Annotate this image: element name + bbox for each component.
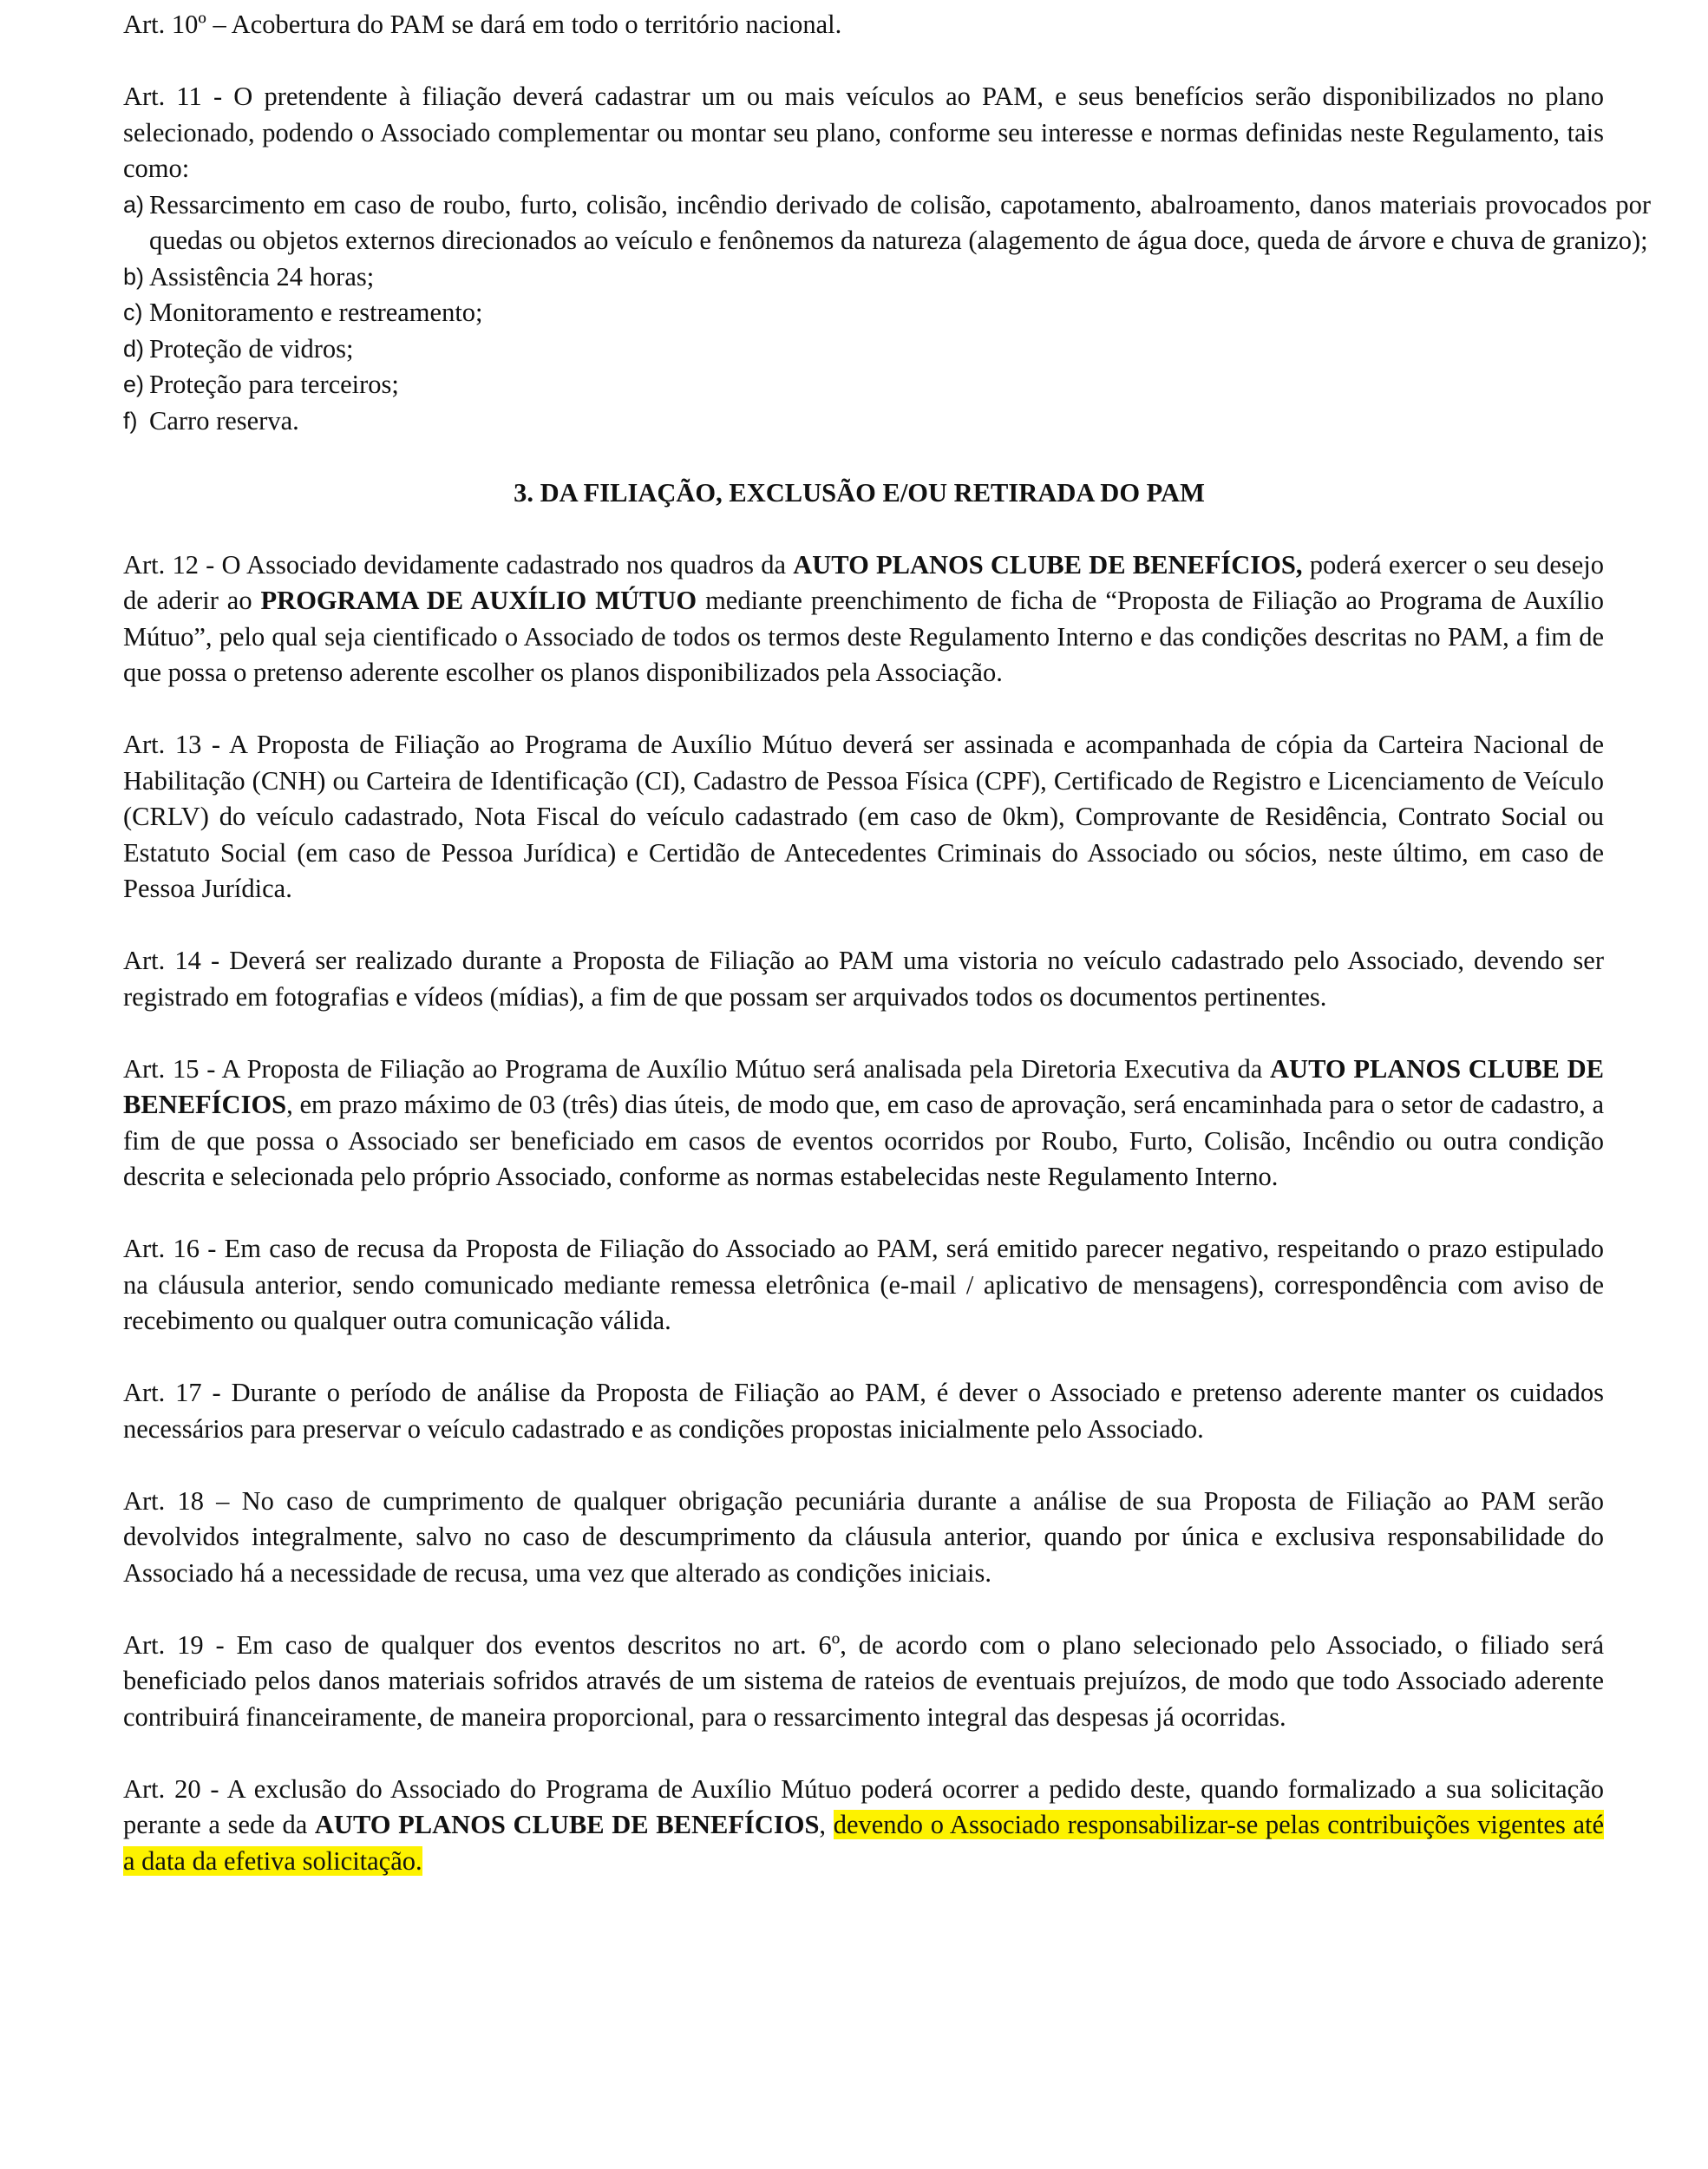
list-item (123, 403, 1604, 440)
list-item-text: Carro reserva. (149, 405, 299, 436)
art-20-text: , (819, 1810, 834, 1839)
art-13: Art. 13 - A Proposta de Filiação ao Programa de Auxílio Mútuo deverá ser assinada e acompanhada de cópia da Carteira Nacional de Habilitação (CNH) ou Carteira de Identificação (CI), Cadastro de Pessoa Física (CPF), Certificado de Registro e Licenciamento de Veículo (CRLV) do veículo cadastrado, Nota Fiscal do veículo cadastrado (em caso de 0km), Comprovante de Residência, Contrato Social ou Estatuto Social (em caso de Pessoa Jurídica) e Certidão de Antecedentes Criminais do Associado ou sócios, neste último, em caso de Pessoa Jurídica. (123, 730, 1604, 903)
art-18: Art. 18 – No caso de cumprimento de qualquer obrigação pecuniária durante a análise de sua Proposta de Filiação ao PAM serão devolvidos integralmente, salvo no caso de descumprimento da cláusula anterior, quando por única e exclusiva responsabilidade do Associado há a necessidade de recusa, uma vez que alterado as condições iniciais. (123, 1485, 1604, 1588)
list-item-text: Proteção para terceiros; (149, 370, 399, 399)
section-heading: 3. DA FILIAÇÃO, EXCLUSÃO E/OU RETIRADA DO PAM (514, 477, 1205, 508)
list-item-text: Ressarcimento em caso de roubo, furto, colisão, incêndio derivado de colisão, capotamento, abalroamento, danos materiais provocados por quedas ou objetos externos direcionados ao veículo e fenônemos da natureza (alagemento de água doce, queda de árvore e chuva de granizo); (149, 189, 1651, 255)
art-20-bold-org: AUTO PLANOS CLUBE DE BENEFÍCIOS (314, 1810, 820, 1839)
art-15-bold-org: AUTO PLANOS CLUBE DE BENEFÍCIOS (123, 1053, 1605, 1119)
list-item-letter: b) (123, 263, 145, 290)
art-11-list (123, 187, 1651, 440)
art-12-text: Art. 12 - O Associado devidamente cadastrado nos quadros da (123, 549, 794, 580)
art-15-text: , em prazo máximo de 03 (três) dias úteis, de modo que, em caso de aprovação, será encaminhada para o setor de cadastro, a fim de que possa o Associado ser beneficiado em casos de eventos ocorridos por Roubo, Furto, Colisão, Incêndio ou outra condição descrita e selecionada pelo próprio Associado, conforme as normas estabelecidas neste Regulamento Interno. (123, 1090, 1604, 1191)
highlighted-text: devendo o Associado responsabilizar-se pelas contribuições vigentes até a data da efetiva solicitação. (123, 1810, 1605, 1876)
art-15 (123, 1052, 1604, 1196)
art-20 (123, 1772, 1604, 1880)
list-item (123, 259, 1604, 296)
art-15-text: Art. 15 - A Proposta de Filiação ao Programa de Auxílio Mútuo será analisada pela Diretoria Executiva da (123, 1053, 1271, 1084)
art-12-text: poderá exercer o seu desejo de aderir ao (123, 549, 1604, 615)
art-16: Art. 16 - Em caso de recusa da Proposta de Filiação do Associado ao PAM, será emitido parecer negativo, respeitando o prazo estipulado na cláusula anterior, sendo comunicado mediante remessa eletrônica (e-mail / aplicativo de mensagens), correspondência com aviso de recebimento ou qualquer outra comunicação válida. (123, 1234, 1604, 1335)
art-20-text: Art. 20 - A exclusão do Associado do Programa de Auxílio Mútuo poderá ocorrer a pedido deste, quando formalizado a sua solicitação perante a sede da (123, 1773, 1604, 1839)
art-12-text: mediante preenchimento de ficha de “Proposta de Filiação ao Programa de Auxílio Mútuo”, pelo qual seja cientificado o Associado de todos os termos deste Regulamento Interno e das condições descritas no PAM, a fim de que possa o pretenso aderente escolher os planos disponibilizados pela Associação. (123, 586, 1605, 687)
art-12 (123, 547, 1604, 691)
list-item-letter: c) (123, 299, 143, 325)
list-item-letter: e) (123, 371, 145, 397)
art-14: Art. 14 - Deverá ser realizado durante a Proposta de Filiação ao PAM uma vistoria no veículo cadastrado pelo Associado, devendo ser registrado em fotografias e vídeos (mídias), a fim de que possam ser arquivados todos os documentos pertinentes. (123, 946, 1604, 1012)
list-item-text: Proteção de vidros; (149, 333, 354, 364)
list-item (123, 295, 1604, 331)
list-item-letter: f) (123, 407, 138, 434)
art-10: Art. 10º – Acobertura do PAM se dará em todo o território nacional. (123, 10, 842, 39)
list-item-letter: a) (123, 191, 145, 218)
list-item (123, 331, 1604, 368)
art-12-bold-org: AUTO PLANOS CLUBE DE BENEFÍCIOS, (793, 549, 1303, 580)
art-17: Art. 17 - Durante o período de análise da Proposta de Filiação ao PAM, é dever o Associado e pretenso aderente manter os cuidados necessários para preservar o veículo cadastrado e as condições propostas inicialmente pelo Associado. (123, 1378, 1604, 1444)
art-11-intro: Art. 11 - O pretendente à filiação deverá cadastrar um ou mais veículos ao PAM, e seus benefícios serão disponibilizados no plano selecionado, podendo o Associado complementar ou montar seu plano, conforme seu interesse e normas definidas neste Regulamento, tais como: (123, 82, 1604, 183)
list-item (123, 187, 1651, 259)
art-19: Art. 19 - Em caso de qualquer dos eventos descritos no art. 6º, de acordo com o plano selecionado pelo Associado, o filiado será beneficiado pelos danos materiais sofridos através de um sistema de rateios de eventuais prejuízos, de modo que todo Associado aderente contribuirá financeiramente, de maneira proporcional, para o ressarcimento integral das despesas já ocorridas. (123, 1629, 1604, 1732)
list-item-text: Monitoramento e restreamento; (149, 298, 483, 327)
art-12-bold-program: PROGRAMA DE AUXÍLIO MÚTUO (260, 586, 697, 615)
list-item-text: Assistência 24 horas; (149, 261, 375, 292)
list-item-letter: d) (123, 335, 145, 362)
list-item (123, 367, 1604, 403)
